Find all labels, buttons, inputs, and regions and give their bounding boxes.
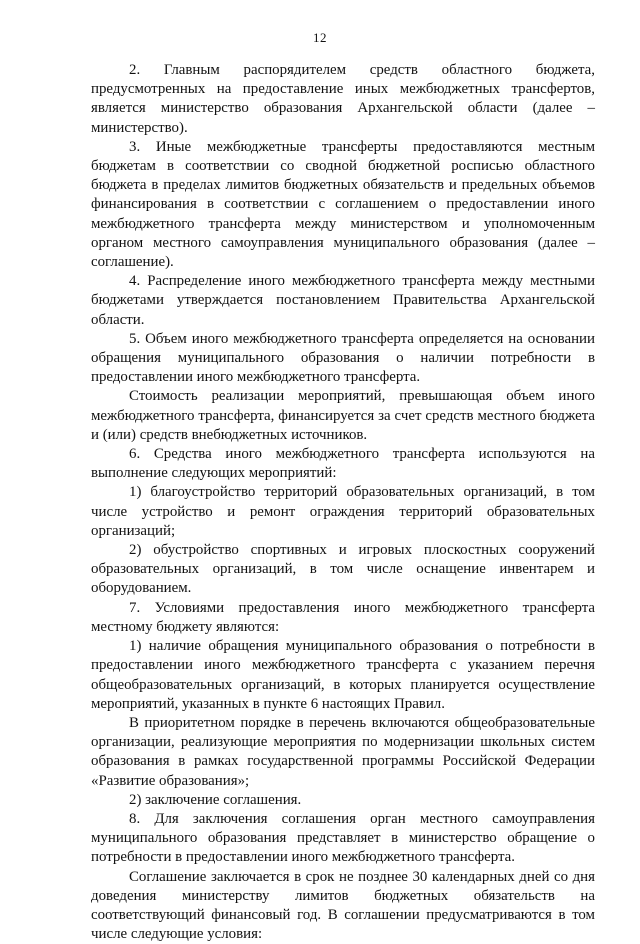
subitem-6-2: 2) обустройство спортивных и игровых плоскостных сооружений образовательных организаций, в том числе оснащение инвентарем и оборудованием.	[91, 542, 595, 597]
page-number: 12	[313, 30, 327, 45]
document-body	[91, 61, 595, 944]
paragraph-agreement-terms: Соглашение заключается в срок не позднее 30 календарных дней со дня доведения министерству лимитов бюджетных обязательств на соответствующий финансовый год. В соглашении предусматриваются в том числе следующие условия:	[91, 868, 595, 943]
subitem-7-2: 2) заключение соглашения.	[129, 791, 302, 808]
subitem-7-1: 1) наличие обращения муниципального образования о потребности в предоставлении иного межбюджетного трансферта с указанием перечня общеобразовательных организаций, в которых планируется осуществление мероприятий, указанных в пункте 6 настоящих Правил.	[91, 638, 595, 712]
paragraph-item-4: 4. Распределение иного межбюджетного трансферта между местными бюджетами утверждается постановлением Правительства Архангельской области.	[91, 273, 595, 328]
paragraph-item-6: 6. Средства иного межбюджетного трансферта используются на выполнение следующих мероприятий:	[91, 446, 595, 482]
paragraph-item-7: 7. Условиями предоставления иного межбюджетного трансферта местному бюджету являются:	[91, 599, 595, 635]
paragraph-item-2: 2. Главным распорядителем средств областного бюджета, предусмотренных на предоставление иных межбюджетных трансфертов, является министерство образования Архангельской области (далее – министерство).	[91, 62, 595, 136]
paragraph-priority: В приоритетном порядке в перечень включаются общеобразовательные организации, реализующие мероприятия по модернизации школьных систем образования в рамках государственной программы Российской Федерации «Развитие образования»;	[91, 714, 595, 789]
paragraph-item-5: 5. Объем иного межбюджетного трансферта определяется на основании обращения муниципального образования о наличии потребности в предоставлении иного межбюджетного трансферта.	[91, 330, 595, 386]
paragraph-cost: Стоимость реализации мероприятий, превышающая объем иного межбюджетного трансферта, финансируется за счет средств местного бюджета и (или) средств внебюджетных источников.	[91, 388, 595, 443]
subitem-6-1: 1) благоустройство территорий образовательных организаций, в том числе устройство и ремонт ограждения территорий образовательных организаций;	[91, 484, 595, 539]
paragraph-item-8: 8. Для заключения соглашения орган местного самоуправления муниципального образования представляет в министерство обращение о потребности в предоставлении иного межбюджетного трансферта.	[91, 810, 595, 866]
paragraph-item-3: 3. Иные межбюджетные трансферты предоставляются местным бюджетам в соответствии со сводной бюджетной росписью областного бюджета в пределах лимитов бюджетных обязательств и предельных объемов финансирования в соответствии с соглашением о предоставлении иного межбюджетного трансферта между министерством и уполномоченным органом местного самоуправления муниципального образования (далее – соглашение).	[91, 138, 595, 271]
